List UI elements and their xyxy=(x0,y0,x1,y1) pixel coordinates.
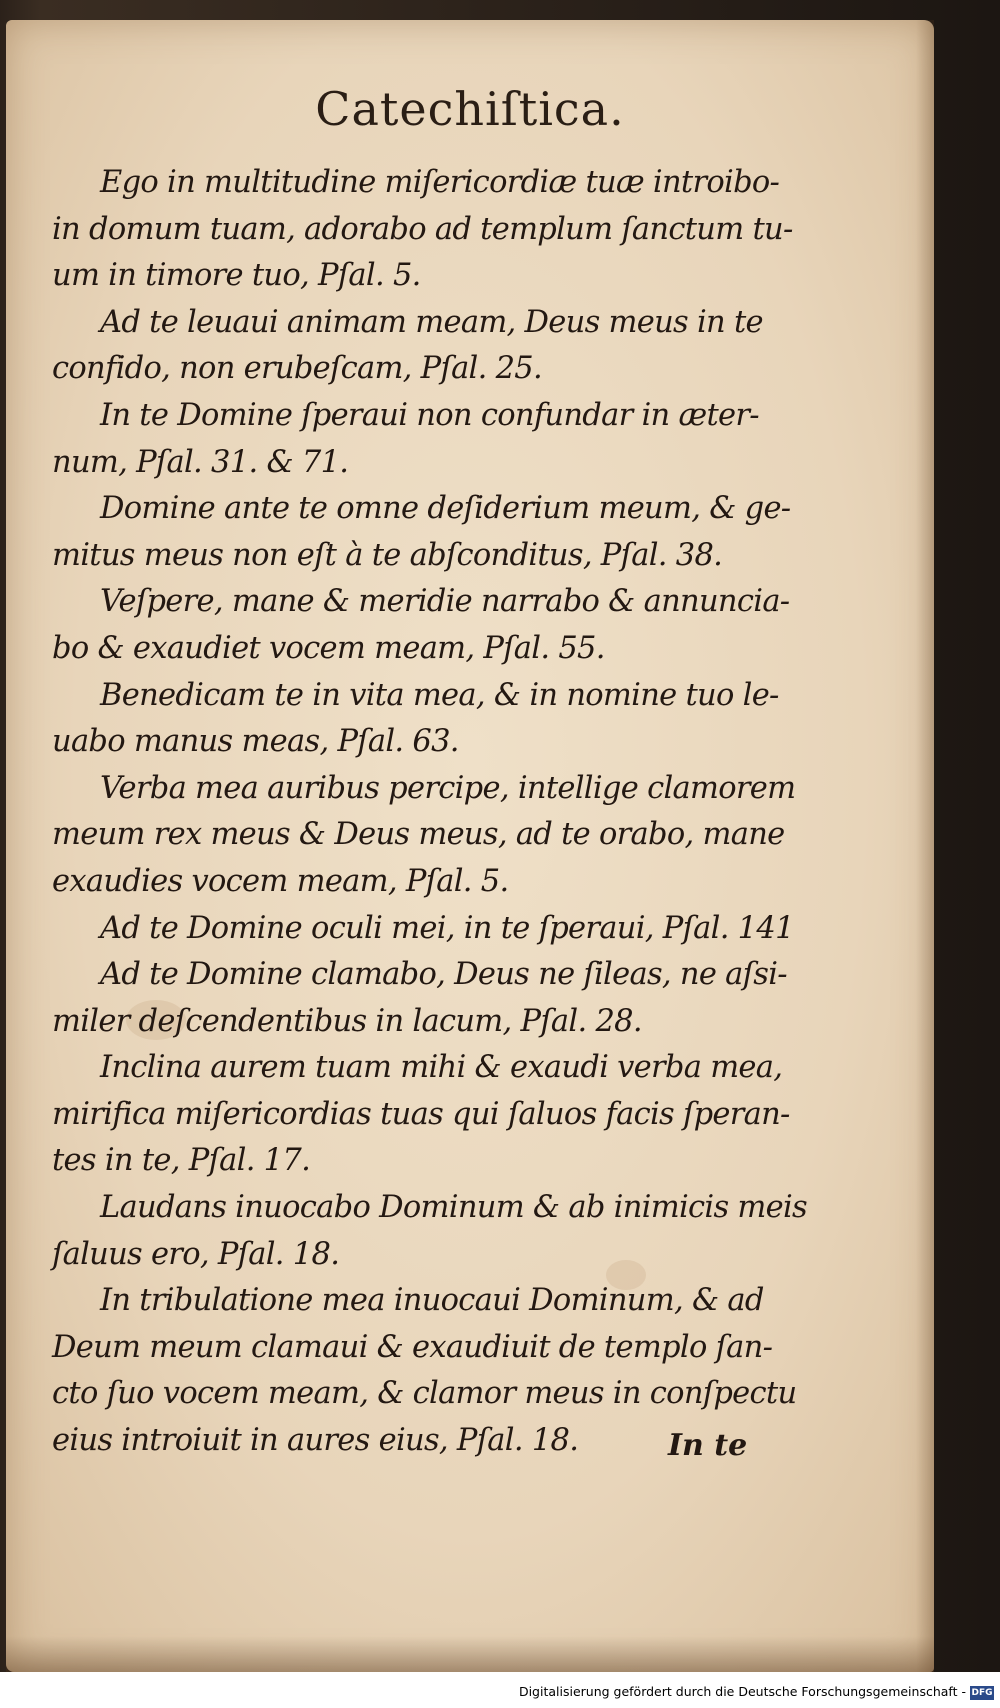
verse-paragraph xyxy=(52,766,796,906)
verse-paragraph xyxy=(52,952,787,1045)
verse-line: Ego in multitudine miſericordiæ tuæ introibo- xyxy=(100,165,780,200)
verse-line: Laudans inuocabo Dominum & ab inimicis meis xyxy=(100,1190,807,1226)
verse-paragraph xyxy=(52,1045,790,1185)
catchword: In te xyxy=(668,1428,748,1463)
verse-line: exaudies vocem meam, Pſal. 5. xyxy=(52,863,509,899)
verse-line: num, Pſal. 31. & 71. xyxy=(52,444,349,480)
text-block xyxy=(52,160,807,1465)
page-edge-shadow xyxy=(916,20,934,1672)
verse-line: In te Domine ſperaui non confundar in æter- xyxy=(100,397,759,433)
verse-line: confido, non erubeſcam, Pſal. 25. xyxy=(52,351,543,387)
verse-line: ſaluus ero, Pſal. 18. xyxy=(52,1236,340,1272)
verse-line: Deum meum clamaui & exaudiuit de templo ſan- xyxy=(52,1329,773,1365)
verse-line: mirifica miſericordias tuas qui ſaluos facis ſperan- xyxy=(52,1096,790,1132)
verse-line: In tribulatione mea inuocaui Dominum, & ad xyxy=(100,1283,764,1319)
verse-paragraph xyxy=(52,1185,807,1278)
page-bottom-shadow xyxy=(6,1636,934,1672)
verse-line: eius introiuit in aures eius, Pſal. 18. xyxy=(52,1423,579,1459)
verse-paragraph xyxy=(52,486,791,579)
verse-line: Domine ante te omne deſiderium meum, & ge- xyxy=(100,491,791,527)
book-page xyxy=(6,20,934,1672)
verse-line: Ad te leuaui animam meam, Deus meus in te xyxy=(100,304,763,340)
footer-bar xyxy=(0,1672,1000,1708)
verse-line: Ad te Domine clamabo, Deus ne ſileas, ne aſsi- xyxy=(100,957,787,993)
verse-line: Veſpere, mane & meridie narrabo & annuncia- xyxy=(100,584,790,620)
verse-line: Benedicam te in vita mea, & in nomine tuo le- xyxy=(100,677,779,713)
verse-line: tes in te, Pſal. 17. xyxy=(52,1143,311,1179)
verse-line: Ad te Domine oculi mei, in te ſperaui, Pſal. 141 xyxy=(100,910,794,946)
verse-line: miler deſcendentibus in lacum, Pſal. 28. xyxy=(52,1003,642,1039)
verse-line: mitus meus non eſt à te abſconditus, Pſal. 38. xyxy=(52,537,723,573)
dfg-logo-icon: DFG xyxy=(971,1688,993,1698)
verse-paragraph xyxy=(52,160,793,300)
footer-credit: Digitalisierung gefördert durch die Deutsche Forschungsgemeinschaft - xyxy=(518,1684,966,1699)
verse-line: meum rex meus & Deus meus, ad te orabo, mane xyxy=(52,817,785,853)
running-head: Catechiſtica. xyxy=(315,82,625,136)
verse-paragraph xyxy=(52,300,763,393)
verse-paragraph xyxy=(52,1278,797,1464)
verse-paragraph xyxy=(52,673,779,766)
verse-paragraph xyxy=(52,393,759,486)
verse-line: cto ſuo vocem meam, & clamor meus in conſpectu xyxy=(52,1376,797,1412)
verse-line: in domum tuam, adorabo ad templum ſanctum tu- xyxy=(52,211,793,247)
verse-line: um in timore tuo, Pſal. 5. xyxy=(52,258,421,294)
verse-line: uabo manus meas, Pſal. 63. xyxy=(52,724,459,760)
verse-paragraph xyxy=(52,579,790,672)
verse-line: Verba mea auribus percipe, intellige clamorem xyxy=(100,770,796,806)
verse-line: Inclina aurem tuam mihi & exaudi verba mea, xyxy=(100,1050,783,1086)
verse-line: bo & exaudiet vocem meam, Pſal. 55. xyxy=(52,630,605,666)
verse-paragraph xyxy=(52,906,794,953)
